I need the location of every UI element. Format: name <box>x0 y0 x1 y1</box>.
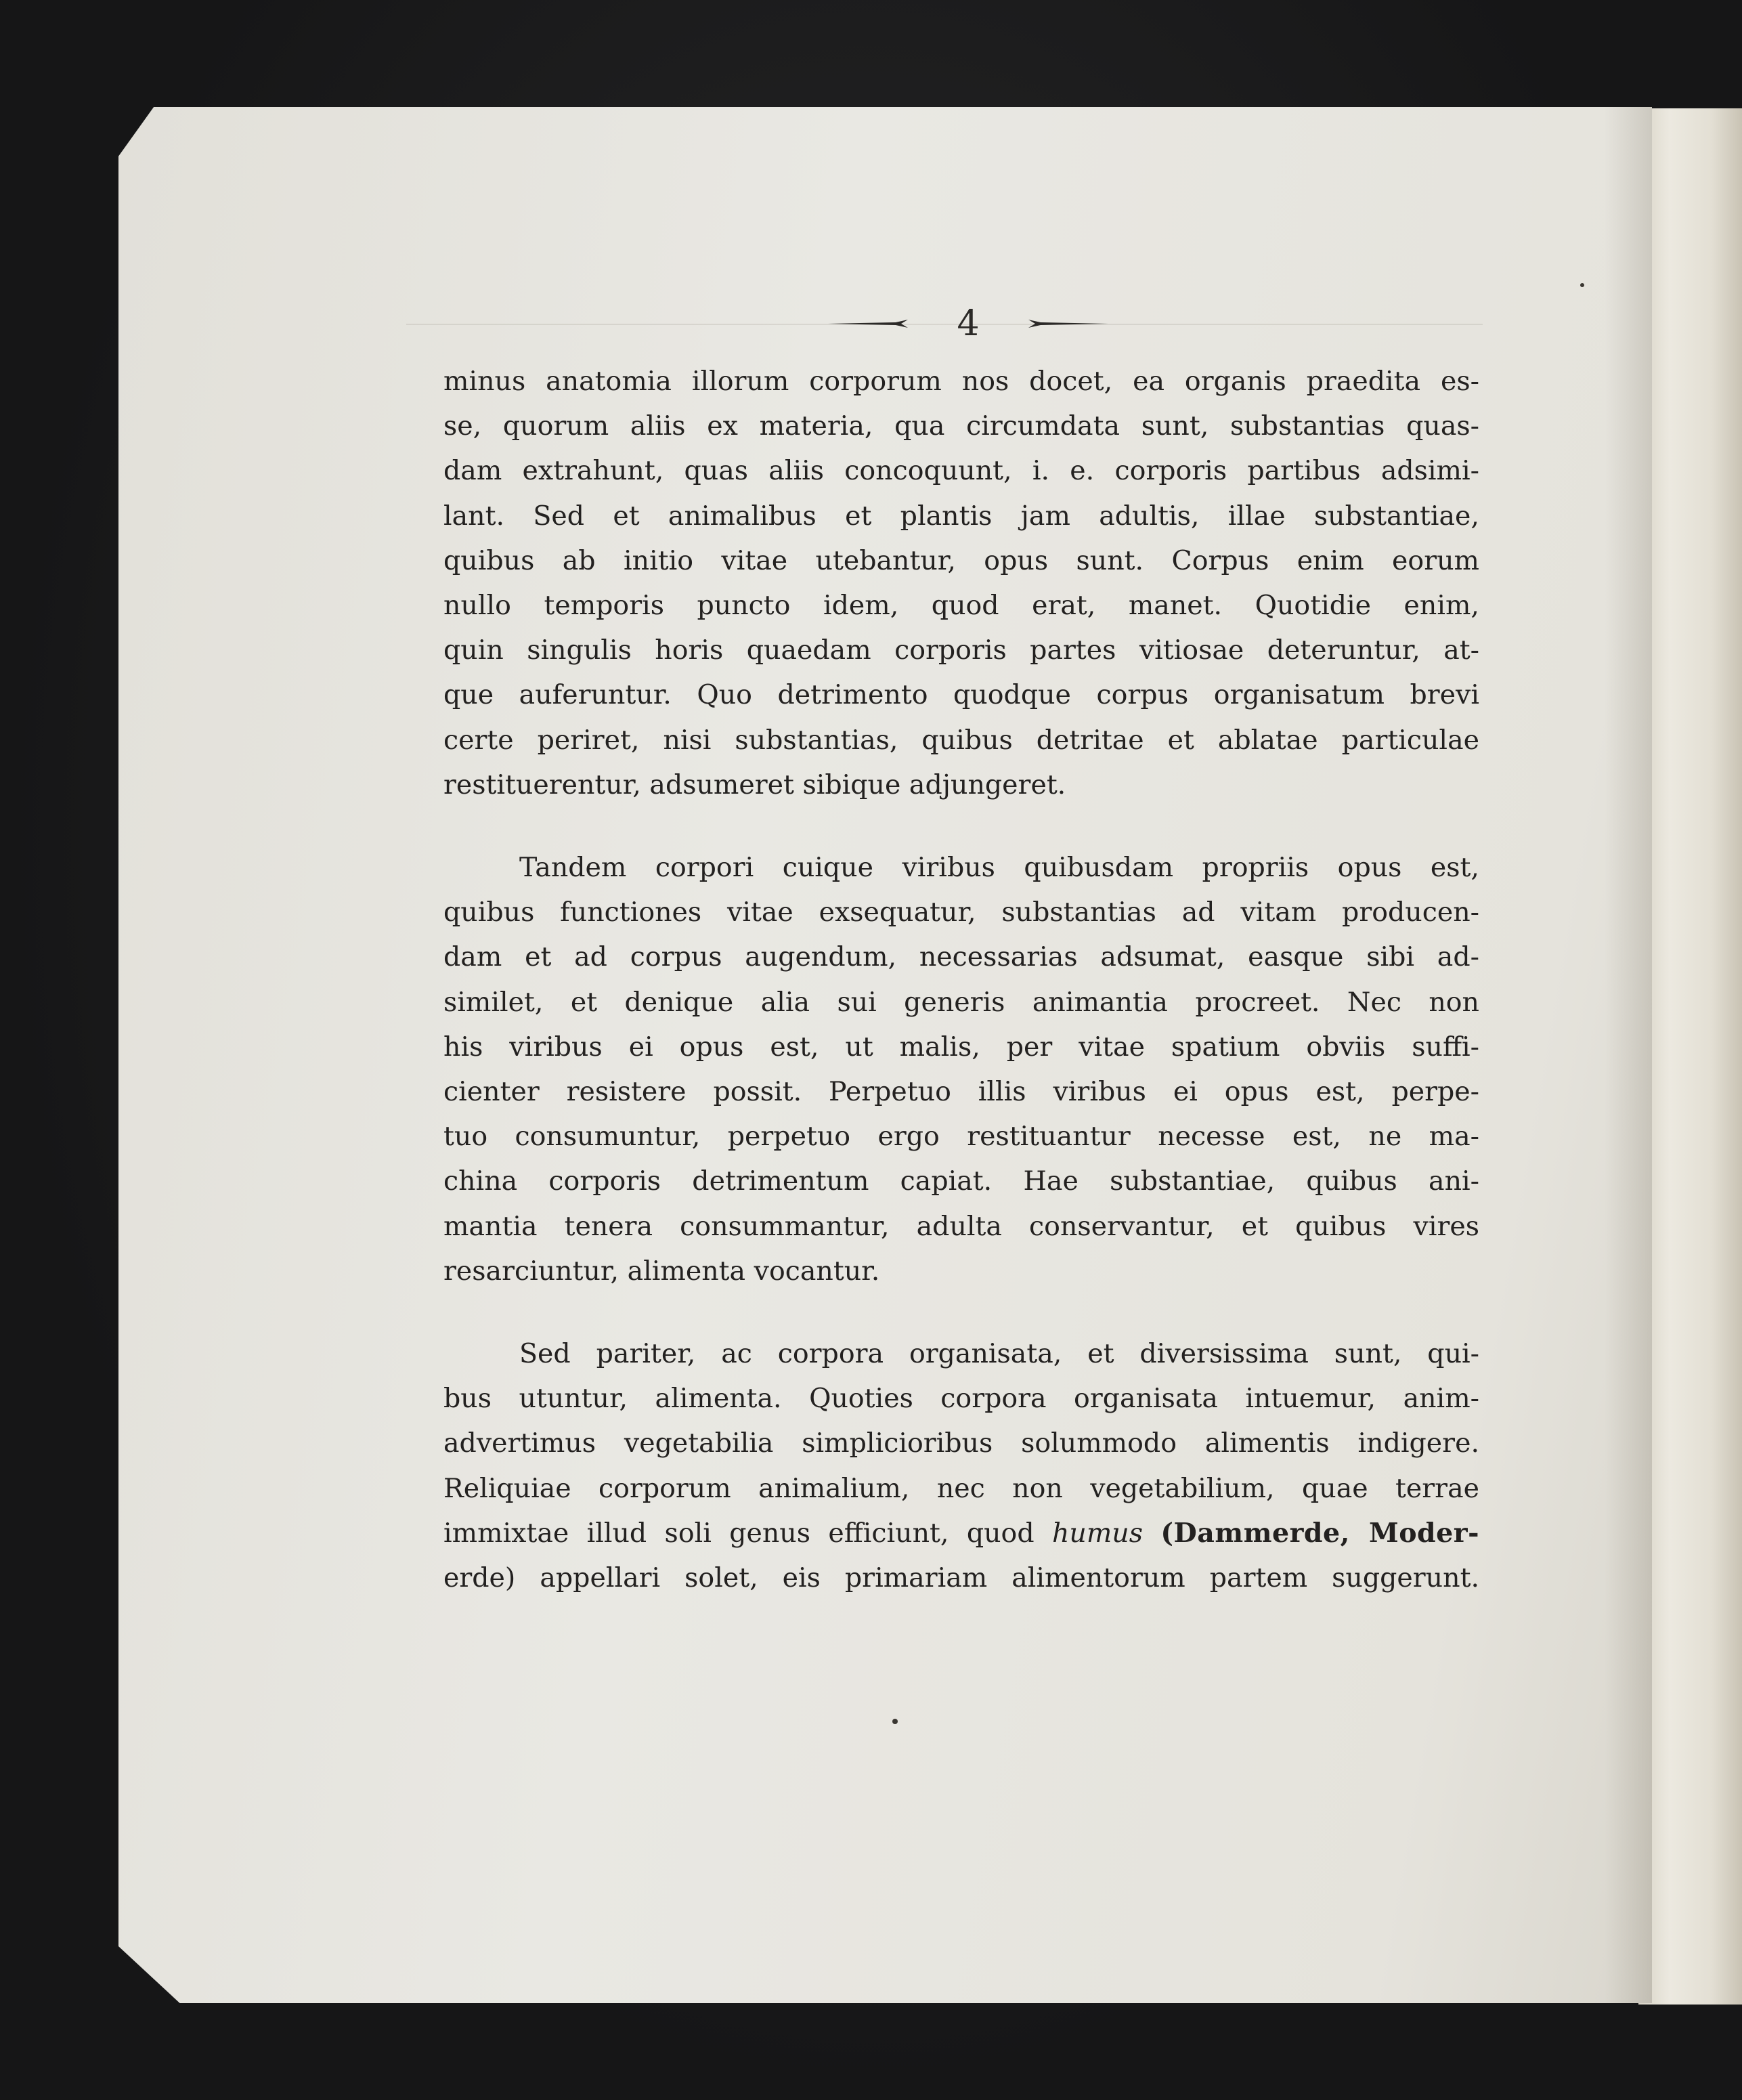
text-line: lant. Sed et animalibus et plantis jam adultis, illae substantiae, <box>443 500 1479 532</box>
text-line: bus utuntur, alimenta. Quoties corpora organisata intuemur, anim- <box>443 1383 1479 1415</box>
facing-page-edge <box>1638 108 1742 2005</box>
text-line: certe periret, nisi substantias, quibus detritae et ablatae particulae <box>443 724 1479 756</box>
text-line: Sed pariter, ac corpora organisata, et diversissima sunt, qui- <box>519 1338 1479 1370</box>
text-span: immixtae illud soli genus efficiunt, quod <box>443 1517 1035 1549</box>
text-line: nullo temporis puncto idem, quod erat, manet. Quotidie enim, <box>443 590 1479 622</box>
fraktur-gloss: (Dammerde, Moder- <box>1160 1517 1479 1549</box>
text-line: quin singulis horis quaedam corporis partes vitiosae deteruntur, at- <box>443 635 1479 666</box>
text-line: minus anatomia illorum corporum nos docet, ea organis praedita es- <box>443 366 1479 397</box>
paragraph-2 <box>443 845 1479 1293</box>
italic-term: humus <box>1051 1517 1144 1549</box>
text-line-mixed <box>443 1511 1479 1556</box>
paragraph-gap <box>443 807 1479 845</box>
text-line: erde) appellari solet, eis primariam alimentorum partem suggerunt. <box>443 1562 1479 1594</box>
text-line: se, quorum aliis ex materia, qua circumdata sunt, substantias quas- <box>443 410 1479 442</box>
text-line: que auferuntur. Quo detrimento quodque corpus organisatum brevi <box>443 679 1479 711</box>
paragraph-gap <box>443 1293 1479 1331</box>
text-line: quibus ab initio vitae utebantur, opus sunt. Corpus enim eorum <box>443 544 1479 576</box>
paragraph-1 <box>443 359 1479 807</box>
text-line: dam extrahunt, quas aliis concoquunt, i. e. corporis partibus adsimi- <box>443 455 1479 487</box>
text-line: restituerentur, adsumeret sibique adjungeret. <box>443 769 1066 800</box>
text-line: china corporis detrimentum capiat. Hae substantiae, quibus ani- <box>443 1165 1479 1197</box>
text-line: Reliquiae corporum animalium, nec non vegetabilium, quae terrae <box>443 1472 1479 1504</box>
text-line: mantia tenera consummantur, adulta conservantur, et quibus vires <box>443 1210 1479 1242</box>
text-line: resarciuntur, alimenta vocantur. <box>443 1255 880 1287</box>
text-line: dam et ad corpus augendum, necessarias adsumat, easque sibi ad- <box>443 941 1479 973</box>
paragraph-3 <box>443 1331 1479 1600</box>
text-line: his viribus ei opus est, ut malis, per vitae spatium obviis suffi- <box>443 1031 1479 1063</box>
left-ornament-icon <box>828 319 909 328</box>
text-line: Tandem corpori cuique viribus quibusdam propriis opus est, <box>519 852 1479 884</box>
text-line: cienter resistere possit. Perpetuo illis viribus ei opus est, perpe- <box>443 1076 1479 1108</box>
ink-speck <box>892 1719 898 1724</box>
gutter-shadow <box>1605 107 1652 2003</box>
body-text <box>443 359 1479 1600</box>
text-line: advertimus vegetabilia simplicioribus solummodo alimentis indigere. <box>443 1428 1479 1459</box>
page-number: 4 <box>957 303 980 344</box>
page-header <box>826 303 1110 344</box>
right-ornament-icon <box>1027 319 1108 328</box>
ink-speck <box>1580 283 1584 287</box>
text-line: tuo consumuntur, perpetuo ergo restituantur necesse est, ne ma- <box>443 1121 1479 1153</box>
text-line: similet, et denique alia sui generis animantia procreet. Nec non <box>443 986 1479 1018</box>
text-line: quibus functiones vitae exsequatur, substantias ad vitam producen- <box>443 897 1479 928</box>
